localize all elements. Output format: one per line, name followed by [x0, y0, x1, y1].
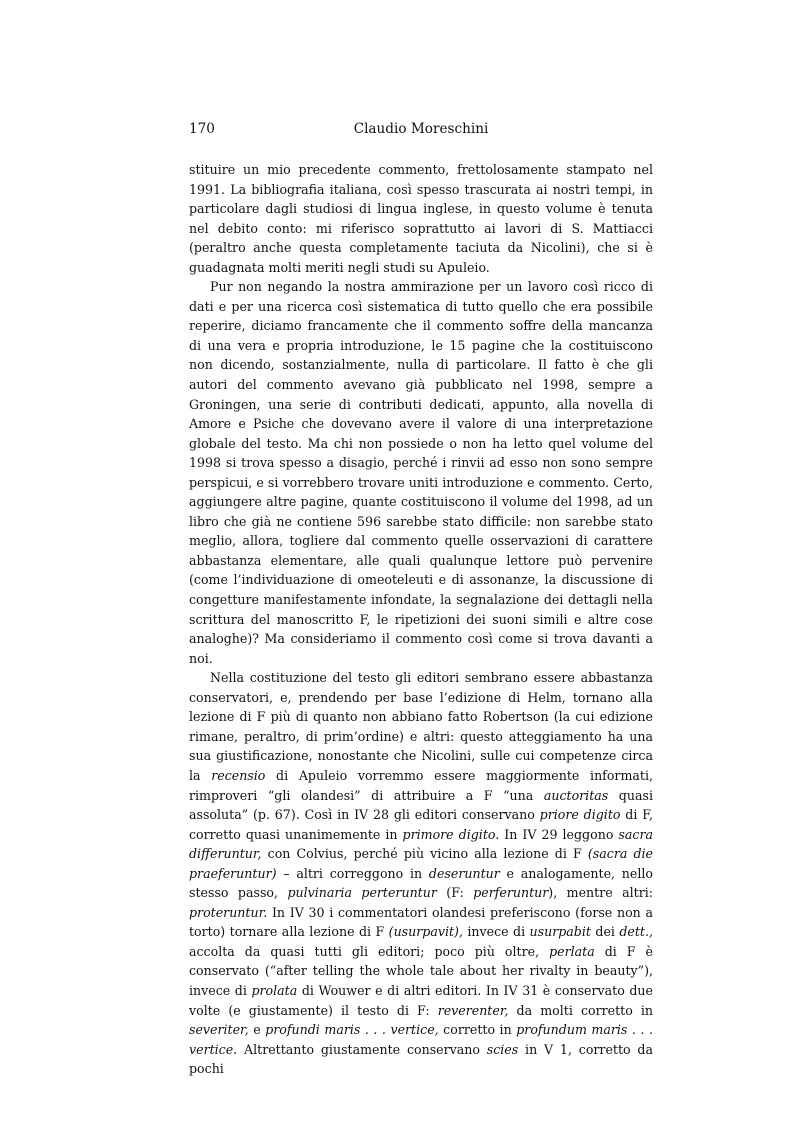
italic-text: prolata	[251, 982, 298, 998]
italic-text: severiter,	[189, 1022, 249, 1038]
italic-text: scies	[486, 1041, 519, 1057]
running-head: Claudio Moreschini	[353, 121, 489, 137]
italic-text: usurpabit	[529, 924, 591, 940]
text-run: e analogamente, nello stesso passo,	[189, 865, 654, 901]
text-run: In IV 29 leggono	[499, 826, 619, 842]
paragraph	[189, 668, 653, 1078]
text-run: stituire un mio precedente commento, frettolosamente stampato nel 1991. La bibliografia italiana, così spesso trascurata ai nostri tempi, in particolare dagli studiosi di lingua inglese, in questo volume è tenuta nel debito conto: mi riferisco soprattutto ai lavori di S. Mattiacci (peraltro anche questa completamente taciuta da Nicolini), che si è guadagnata molti meriti negli studi su Apuleio.	[189, 162, 653, 275]
text-run: corretto in	[438, 1022, 517, 1038]
text-run: In IV 30 i commentatori olandesi preferiscono (forse non a torto) tornare alla lezione di F	[189, 904, 653, 940]
page-header	[189, 119, 653, 139]
italic-text: proteruntur.	[189, 904, 268, 920]
body-text	[189, 160, 653, 1079]
text-run: con Colvius, perché più vicino alla lezione di F	[261, 846, 588, 862]
text-run: accolta da quasi tutti gli editori; poco più oltre,	[189, 943, 550, 959]
page-number: 170	[189, 121, 215, 137]
italic-text: auctoritas	[543, 787, 609, 803]
text-run: Nella costituzione del testo gli editori sembrano essere abbastanza conservatori, e, prendendo per base l’edizione di Helm, tornano alla lezione di F più di quanto non abbiano fatto Robertson (la cui edizione rimane, peraltro, di prim’ordine) e altri: questo atteggiamento ha una sua giustificazione, nonostante che Nicolini, sulle cui competenze circa la	[189, 670, 653, 783]
text-run: di F, corretto quasi unanimemente in	[189, 807, 654, 842]
italic-text: dett.,	[619, 924, 653, 940]
text-run: in V 1, corretto da pochi	[189, 1041, 653, 1077]
italic-text: perlata	[549, 943, 595, 959]
paragraph	[189, 277, 653, 668]
text-run: dei	[590, 924, 620, 940]
text-run: da molti corretto in	[508, 1002, 653, 1018]
text-run: Pur non negando la nostra ammirazione per un lavoro così ricco di dati e per una ricerca così sistematica di tutto quello che era possibile reperire, diciamo francamente che il commento soffre della mancanza di una vera e propria introduzione, le 15 pagine che la costituiscono non dicendo, sostanzialmente, nulla di particolare. Il fatto è che gli autori del commento avevano già pubblicato nel 1998, sempre a Groningen, una serie di contributi dedicati, appunto, alla novella di Amore e Psiche che dovevano avere il valore di una interpretazione globale del testo. Ma chi non possiede o non ha letto quel volume del 1998 si trova spesso a disagio, perché i rinvii ad esso non sono sempre perspicui, e si vorrebbero trovare uniti introduzione e commento. Certo, aggiungere altre pagine, quante costituiscono il volume del 1998, ad un libro che già ne contiene 596 sarebbe stato difficile: non sarebbe stato meglio, allora, togliere dal commento quelle osservazioni di carattere abbastanza elementare, alle quali qualunque lettore può pervenire (come l’individuazione di omeoteleuti e di assonanze, la discussione di congetture manifestamente infondate, la segnalazione dei dettagli nella scrittura del manoscritto F, le ripetizioni dei suoni simili e altre cose analoghe)? Ma consideriamo il commento così come si trova davanti a noi.	[189, 279, 653, 666]
text-run: invece di	[462, 924, 530, 940]
italic-text: deseruntur	[428, 865, 500, 881]
italic-text: profundum maris . . . vertice.	[189, 1022, 653, 1057]
italic-text: (usurpavit),	[388, 924, 463, 940]
text-run: di Wouwer e di altri editori. In IV 31 è conservato due volte (e giustamente) il testo di F:	[189, 982, 653, 1018]
text-run: – altri correggono in	[276, 865, 429, 881]
italic-text: recensio	[211, 767, 266, 783]
italic-text: primore digito.	[402, 826, 500, 842]
italic-text: (sacra die praeferuntur)	[189, 846, 654, 881]
italic-text: priore digito	[539, 807, 621, 823]
italic-text: reverenter,	[437, 1002, 509, 1018]
text-run: ), mentre altri:	[548, 885, 653, 901]
italic-text: pulvinaria perteruntur	[287, 885, 437, 901]
italic-text: profundi maris . . . vertice,	[265, 1022, 439, 1038]
text-run: di F è conservato (“after telling the whole tale about her rivalty in beauty”), invece di	[189, 943, 653, 998]
text-run: quasi assoluta” (p. 67). Così in IV 28 gli editori conservano	[189, 787, 653, 823]
text-run: Altrettanto giustamente conservano	[237, 1041, 487, 1057]
paragraph	[189, 160, 653, 277]
italic-text: sacra differuntur,	[189, 826, 653, 862]
text-run: (F:	[436, 885, 474, 901]
italic-text: perferuntur	[473, 885, 549, 901]
text-run: di Apuleio vorremmo essere maggiormente informati, rimproveri “gli olandesi” di attribuire a F “una	[189, 767, 653, 803]
text-run: e	[248, 1022, 266, 1038]
